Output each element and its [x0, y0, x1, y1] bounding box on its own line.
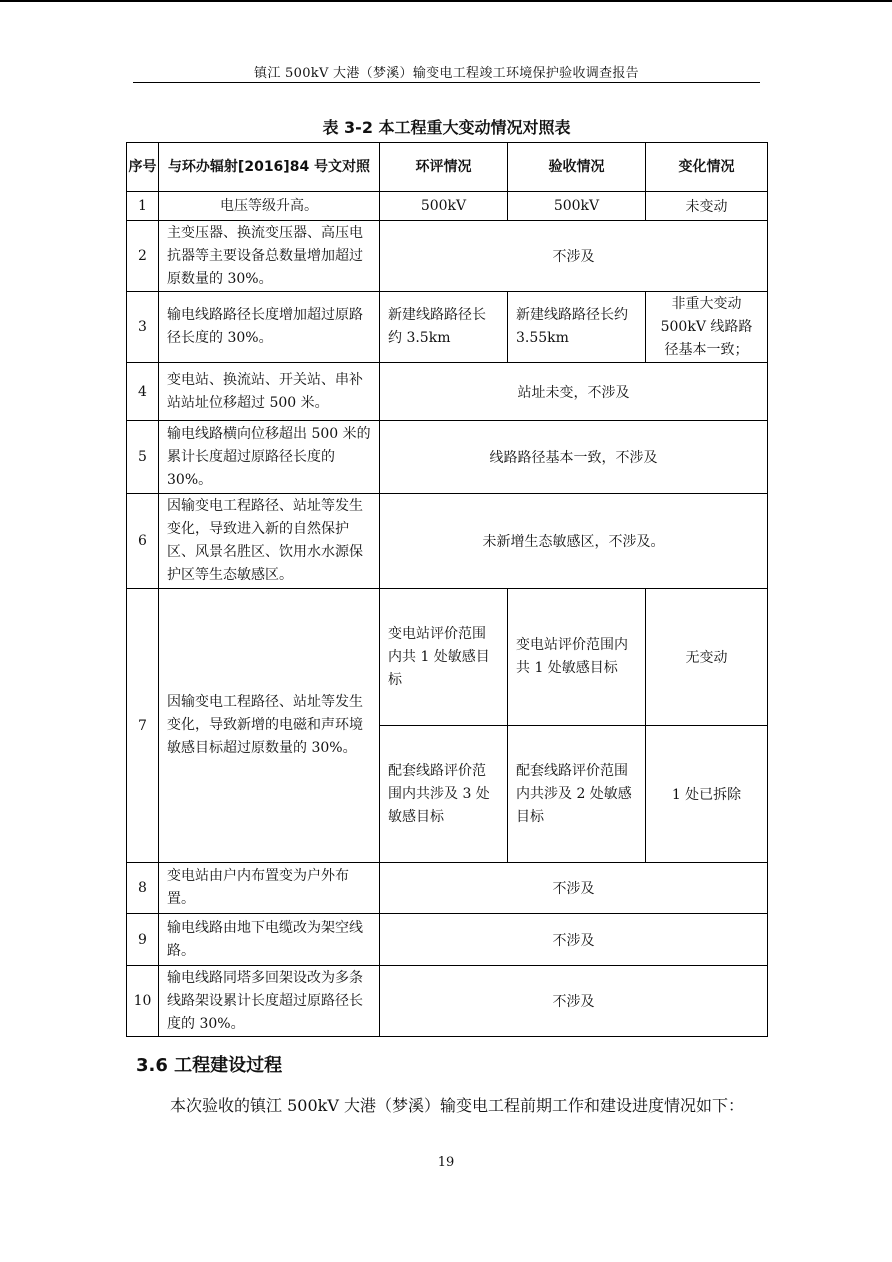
row-index: 9 [127, 914, 159, 966]
table-row [127, 966, 768, 1037]
row-merged-result: 不涉及 [380, 914, 768, 966]
table-row [127, 863, 768, 914]
header-reference: 与环办辐射[2016]84 号文对照 [159, 143, 380, 192]
header-eia: 环评情况 [380, 143, 508, 192]
table-row [127, 421, 768, 494]
top-border [0, 0, 892, 2]
change-comparison-table [126, 142, 768, 1037]
row-item: 输电线路同塔多回架设改为多条线路架设累计长度超过原路径长度的 30%。 [159, 966, 380, 1037]
row-item: 因输变电工程路径、站址等发生变化，导致进入新的自然保护区、风景名胜区、饮用水水源保护区等生态敏感区。 [159, 494, 380, 589]
row-index: 6 [127, 494, 159, 589]
row-item: 电压等级升高。 [159, 192, 380, 221]
running-header: 镇江 500kV 大港（梦溪）输变电工程竣工环境保护验收调查报告 [254, 66, 639, 81]
row-change: 无变动 [646, 589, 768, 726]
table-header-row [127, 143, 768, 192]
row-change: 非重大变动 500kV 线路路径基本一致； [646, 292, 768, 363]
row-merged-result: 线路路径基本一致，不涉及 [380, 421, 768, 494]
header-acceptance: 验收情况 [508, 143, 646, 192]
row-acceptance: 500kV [508, 192, 646, 221]
table-row [127, 589, 768, 726]
section-heading: 3.6 工程建设过程 [136, 1055, 283, 1076]
row-eia: 变电站评价范围内共 1 处敏感目标 [380, 589, 508, 726]
table-row [127, 914, 768, 966]
row-eia: 500kV [380, 192, 508, 221]
row-change: 未变动 [646, 192, 768, 221]
row-acceptance: 配套线路评价范围内共涉及 2 处敏感目标 [508, 726, 646, 863]
row-merged-result: 不涉及 [380, 221, 768, 292]
table-row [127, 494, 768, 589]
row-index: 8 [127, 863, 159, 914]
row-acceptance: 新建线路路径长约 3.55km [508, 292, 646, 363]
row-index: 10 [127, 966, 159, 1037]
row-item: 输电线路横向位移超出 500 米的累计长度超过原路径长度的 30%。 [159, 421, 380, 494]
row-change: 1 处已拆除 [646, 726, 768, 863]
row-index: 1 [127, 192, 159, 221]
row-index: 2 [127, 221, 159, 292]
row-item: 因输变电工程路径、站址等发生变化，导致新增的电磁和声环境敏感目标超过原数量的 30%。 [159, 589, 380, 863]
row-item: 变电站由户内布置变为户外布置。 [159, 863, 380, 914]
row-item: 输电线路由地下电缆改为架空线路。 [159, 914, 380, 966]
row-item: 变电站、换流站、开关站、串补站站址位移超过 500 米。 [159, 363, 380, 421]
row-eia: 配套线路评价范围内共涉及 3 处敏感目标 [380, 726, 508, 863]
page-number: 19 [437, 1155, 455, 1170]
header-index: 序号 [127, 143, 159, 192]
row-item: 输电线路路径长度增加超过原路径长度的 30%。 [159, 292, 380, 363]
header-rule [133, 82, 760, 83]
row-index: 7 [127, 589, 159, 863]
row-merged-result: 不涉及 [380, 863, 768, 914]
row-merged-result: 不涉及 [380, 966, 768, 1037]
row-eia: 新建线路路径长约 3.5km [380, 292, 508, 363]
row-item: 主变压器、换流变压器、高压电抗器等主要设备总数量增加超过原数量的 30%。 [159, 221, 380, 292]
row-acceptance: 变电站评价范围内共 1 处敏感目标 [508, 589, 646, 726]
header-change: 变化情况 [646, 143, 768, 192]
body-paragraph: 本次验收的镇江 500kV 大港（梦溪）输变电工程前期工作和建设进度情况如下： [170, 1096, 744, 1115]
row-merged-result: 未新增生态敏感区，不涉及。 [380, 494, 768, 589]
table-row [127, 292, 768, 363]
row-index: 3 [127, 292, 159, 363]
table-row [127, 192, 768, 221]
table-row [127, 363, 768, 421]
row-index: 5 [127, 421, 159, 494]
table-row [127, 221, 768, 292]
row-index: 4 [127, 363, 159, 421]
table-caption: 表 3-2 本工程重大变动情况对照表 [322, 118, 571, 137]
row-merged-result: 站址未变，不涉及 [380, 363, 768, 421]
